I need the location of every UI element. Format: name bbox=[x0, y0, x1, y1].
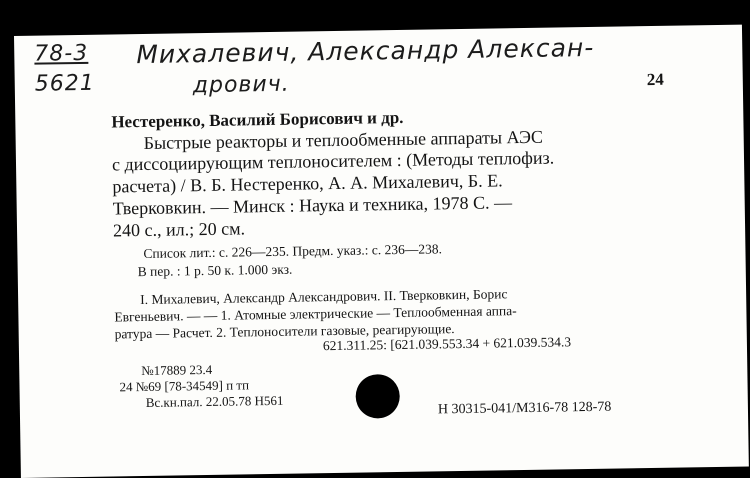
body-line: с диссоциирующим теплоносителем : (Методы теплофиз. bbox=[111, 147, 555, 175]
notes-line: Список лит.: с. 226—235. Предм. указ.: с. 236—238. bbox=[143, 241, 443, 261]
author-heading: Нестеренко, Василий Борисович и др. bbox=[111, 107, 404, 132]
added-entry-line: ратура — Расчет. 2. Теплоносители газовые, реагирующие. bbox=[114, 321, 455, 342]
handwritten-name-line2: дрович. bbox=[192, 71, 290, 99]
page-number: 24 bbox=[646, 69, 664, 90]
notes-line: В пер. : 1 р. 50 к. 1.000 экз. bbox=[137, 261, 293, 280]
shelf-mark-bottom: 5621 bbox=[34, 70, 95, 97]
body-line: 240 с., ил.; 20 см. bbox=[112, 218, 246, 241]
shelf-mark-top: 78-3 bbox=[34, 40, 89, 67]
handwritten-name-line1: Михалевич, Александр Алексан- bbox=[136, 32, 595, 70]
body-line: Тверковкин. — Минск : Наука и техника, 1978 С. — bbox=[112, 192, 513, 219]
bottom-line: №17889 23.4 bbox=[141, 361, 213, 379]
body-line: расчета) / В. Б. Нестеренко, А. А. Михалевич, Б. Е. bbox=[112, 170, 503, 197]
punch-hole bbox=[355, 374, 400, 419]
classification-number: 621.311.25: [621.039.553.34 + 621.039.534.3 bbox=[322, 334, 572, 354]
catalog-code: Н 30315-041/М316-78 128-78 bbox=[437, 399, 612, 418]
catalog-card bbox=[14, 25, 749, 478]
bottom-line: 24 №69 [78-34549] п тп bbox=[119, 377, 250, 395]
added-entry-line: Евгеньевич. — — 1. Атомные электрические — Теплообменная аппа- bbox=[114, 303, 517, 325]
added-entry-line: I. Михалевич, Александр Александрович. II. Тверковкин, Борис bbox=[140, 286, 508, 308]
body-line: Быстрые реакторы и теплообменные аппараты АЭС bbox=[143, 126, 544, 153]
bottom-line: Вс.кн.пал. 22.05.78 Н561 bbox=[145, 392, 284, 410]
